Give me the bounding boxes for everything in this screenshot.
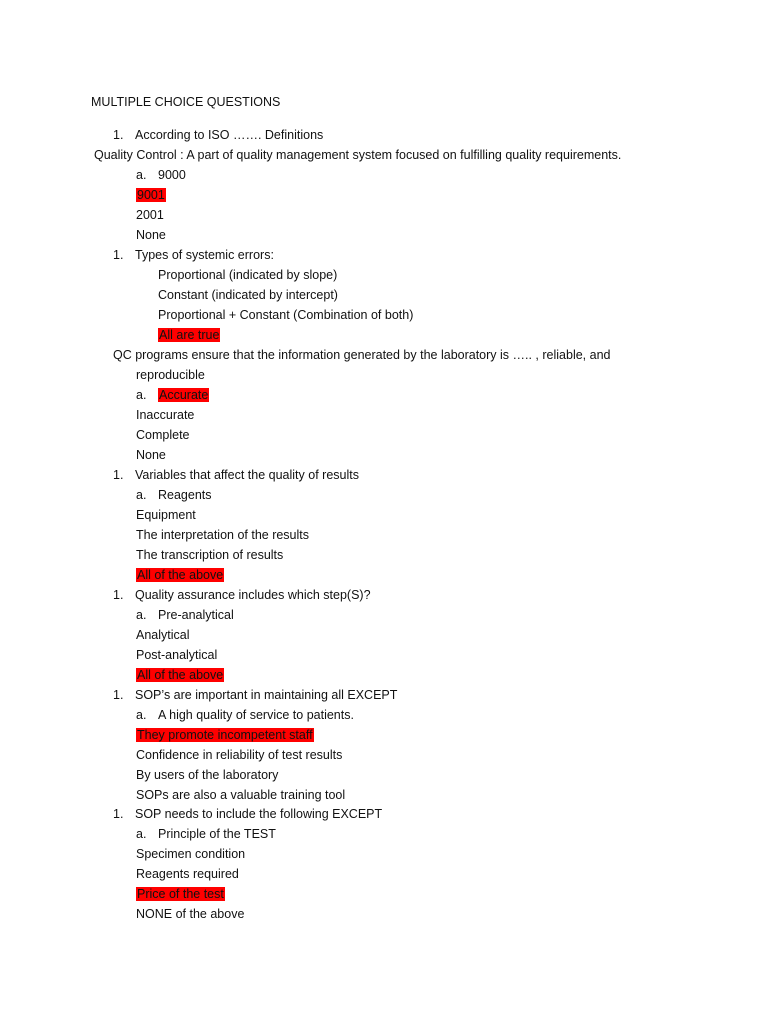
question-number: 1. — [113, 248, 124, 262]
option: Proportional (indicated by slope) — [158, 268, 338, 282]
option-correct — [136, 187, 166, 203]
question-stem: Quality Control : A part of quality management system focused on fulfilling quality requirements. — [94, 148, 622, 162]
correct-answer-highlight: Price of the test — [137, 887, 224, 901]
option: 2001 — [136, 208, 164, 222]
question-6 — [113, 687, 397, 703]
correct-answer-highlight: All of the above — [137, 668, 224, 682]
option-a — [136, 487, 212, 503]
question-number: 1. — [113, 468, 124, 482]
option: None — [136, 228, 166, 242]
option: None — [136, 448, 166, 462]
question-number: 1. — [113, 588, 124, 602]
option-correct — [136, 727, 314, 743]
option-a — [136, 607, 234, 623]
question-number: 1. — [113, 807, 124, 821]
question-3: QC programs ensure that the information generated by the laboratory is ….. , reliable, and — [113, 348, 611, 362]
option-text: Pre-analytical — [158, 608, 234, 622]
question-text: SOP’s are important in maintaining all EXCEPT — [135, 688, 398, 702]
question-text: Quality assurance includes which step(S)? — [135, 588, 371, 602]
option: Post-analytical — [136, 648, 218, 662]
option-text: A high quality of service to patients. — [158, 708, 354, 722]
document-title: MULTIPLE CHOICE QUESTIONS — [91, 95, 281, 109]
option-a — [136, 826, 276, 842]
correct-answer-highlight: They promote incompetent staff — [137, 728, 313, 742]
question-text: Types of systemic errors: — [135, 248, 274, 262]
correct-answer-highlight: All are true — [159, 328, 220, 342]
option-letter: a. — [136, 827, 147, 841]
option-letter: a. — [136, 488, 147, 502]
option: Equipment — [136, 508, 196, 522]
question-5 — [113, 587, 371, 603]
question-7 — [113, 806, 382, 822]
option: By users of the laboratory — [136, 768, 279, 782]
option: SOPs are also a valuable training tool — [136, 788, 346, 802]
option-a — [136, 167, 186, 183]
option: Specimen condition — [136, 847, 246, 861]
option: The interpretation of the results — [136, 528, 310, 542]
option-a — [136, 387, 209, 403]
question-number: 1. — [113, 688, 124, 702]
option: Proportional + Constant (Combination of both) — [158, 308, 414, 322]
question-2 — [113, 247, 274, 263]
option: Analytical — [136, 628, 190, 642]
question-1 — [113, 127, 323, 143]
option-text: 9000 — [158, 168, 186, 182]
option-letter: a. — [136, 168, 147, 182]
option: Constant (indicated by intercept) — [158, 288, 338, 302]
option-letter: a. — [136, 388, 147, 402]
option: The transcription of results — [136, 548, 284, 562]
option: Reagents required — [136, 867, 239, 881]
option-correct — [136, 667, 224, 683]
question-3-continued: reproducible — [136, 368, 205, 382]
option: Complete — [136, 428, 190, 442]
option-text: Reagents — [158, 488, 212, 502]
option-correct — [158, 327, 220, 343]
option-letter: a. — [136, 708, 147, 722]
question-text: SOP needs to include the following EXCEPT — [135, 807, 383, 821]
question-text: According to ISO ……. Definitions — [135, 128, 324, 142]
correct-answer-highlight: 9001 — [137, 188, 165, 202]
option: Inaccurate — [136, 408, 195, 422]
option-correct — [136, 567, 224, 583]
option: Confidence in reliability of test results — [136, 748, 343, 762]
question-4 — [113, 467, 359, 483]
option-a — [136, 707, 354, 723]
option-text: Principle of the TEST — [158, 827, 276, 841]
correct-answer-highlight: Accurate — [159, 388, 209, 402]
option: NONE of the above — [136, 907, 245, 921]
option-letter: a. — [136, 608, 147, 622]
question-text: Variables that affect the quality of results — [135, 468, 359, 482]
question-number: 1. — [113, 128, 124, 142]
correct-answer-highlight: All of the above — [137, 568, 224, 582]
option-correct — [136, 886, 225, 902]
